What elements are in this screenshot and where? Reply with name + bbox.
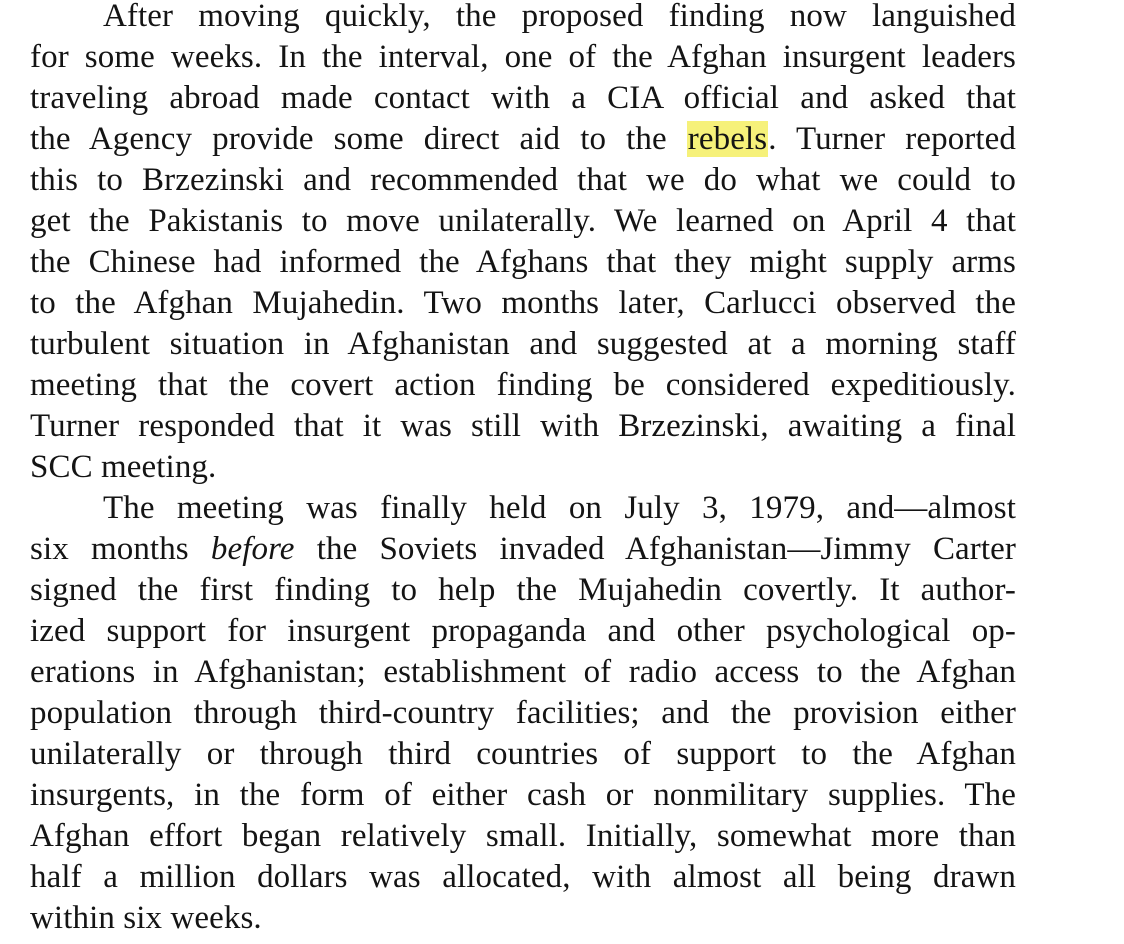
line-text-before: the Agency provide some direct aid to the bbox=[30, 121, 687, 157]
paragraph-2-line-4: ized support for insurgent propaganda and other psychological op- bbox=[30, 613, 1016, 649]
paragraph-1-line-12: SCC meeting. bbox=[30, 449, 217, 485]
line-text-before: six months bbox=[30, 531, 211, 567]
paragraph-2-line-7: unilaterally or through third countries of support to the Afghan bbox=[30, 736, 1016, 772]
paragraph-2-line-2 bbox=[30, 529, 1016, 570]
paragraph-1-line-2: for some weeks. In the interval, one of the Afghan insurgent leaders bbox=[30, 39, 1016, 75]
paragraph-1-line-5: this to Brzezinski and recommended that we do what we could to bbox=[30, 162, 1016, 198]
paragraph-1-line-10: meeting that the covert action finding be considered expeditiously. bbox=[30, 367, 1016, 403]
line-text-after: the Soviets invaded Afghanistan—Jimmy Carter bbox=[294, 531, 1016, 567]
paragraph-1-line-8: to the Afghan Mujahedin. Two months later, Carlucci observed the bbox=[30, 285, 1016, 321]
paragraph-1-line-11: Turner responded that it was still with Brzezinski, awaiting a final bbox=[30, 408, 1016, 444]
paragraph-1-line-1: After moving quickly, the proposed finding now languished bbox=[103, 0, 1016, 34]
paragraph-2-line-9: Afghan effort began relatively small. Initially, somewhat more than bbox=[30, 818, 1016, 854]
paragraph-1-line-3: traveling abroad made contact with a CIA official and asked that bbox=[30, 80, 1016, 116]
paragraph-2-line-3: signed the first finding to help the Mujahedin covertly. It author- bbox=[30, 572, 1016, 608]
paragraph-2-line-1: The meeting was finally held on July 3, 1979, and—almost bbox=[103, 490, 1016, 526]
paragraph-2-line-10: half a million dollars was allocated, with almost all being drawn bbox=[30, 859, 1016, 895]
paragraph-2-line-8: insurgents, in the form of either cash or nonmilitary supplies. The bbox=[30, 777, 1016, 813]
paragraph-2-line-5: erations in Afghanistan; establishment of radio access to the Afghan bbox=[30, 654, 1016, 690]
paragraph-1-line-4 bbox=[30, 119, 1016, 160]
paragraph-1-line-9: turbulent situation in Afghanistan and suggested at a morning staff bbox=[30, 326, 1016, 362]
highlighted-word: rebels bbox=[687, 121, 768, 157]
paragraph-1-line-6: get the Pakistanis to move unilaterally. We learned on April 4 that bbox=[30, 203, 1016, 239]
italic-word: before bbox=[210, 531, 295, 567]
line-text-after: . Turner reported bbox=[768, 121, 1016, 157]
paragraph-2-line-6: population through third-country facilities; and the provision either bbox=[30, 695, 1016, 731]
paragraph-2-line-11: within six weeks. bbox=[30, 900, 262, 936]
paragraph-1-line-7: the Chinese had informed the Afghans that they might supply arms bbox=[30, 244, 1016, 280]
